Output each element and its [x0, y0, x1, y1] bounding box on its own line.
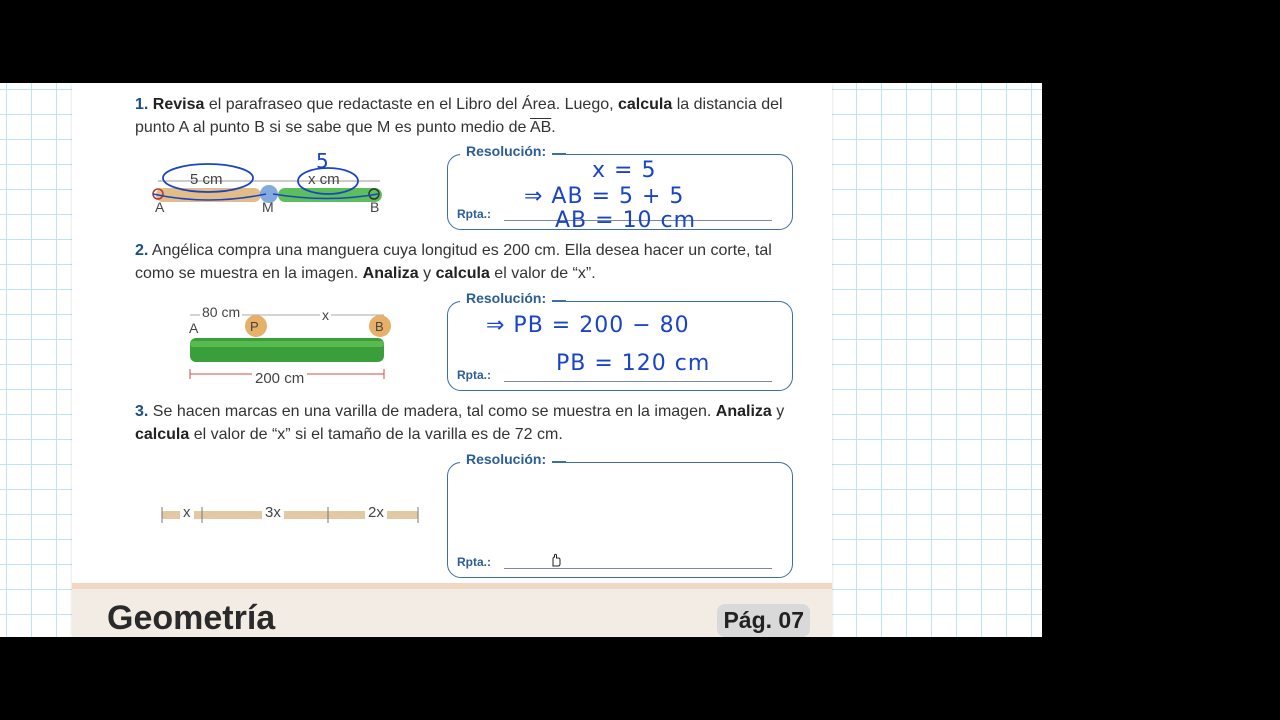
rod-segment-3x: 3x: [262, 504, 284, 521]
resolution-title: Resolución:: [460, 290, 552, 306]
handwritten-line: ⇒ PB = 200 − 80: [486, 313, 690, 338]
question-number: 2.: [135, 242, 149, 259]
point-p-label: P: [250, 319, 259, 334]
question-text: Se hacen marcas en una varilla de madera, tal como se muestra en la imagen.: [152, 403, 716, 420]
handwritten-line: ⇒ AB = 5 + 5: [524, 184, 685, 209]
document-viewport: [0, 83, 1042, 637]
point-a-label: A: [189, 320, 199, 336]
workbook-page: [72, 83, 832, 637]
question-text: el parafraseo que redactaste en el Libro del Área. Luego,: [204, 96, 618, 113]
rod-segment-2x: 2x: [365, 504, 387, 521]
answer-label: Rpta.:: [457, 207, 491, 221]
question-2: [135, 239, 795, 285]
total-length-label: 200 cm: [252, 370, 307, 387]
handwritten-line: x = 5: [592, 158, 657, 183]
question-number: 3.: [135, 403, 149, 420]
length-x-label: x: [322, 307, 329, 323]
subject-title: Geometría: [107, 599, 276, 637]
answer-label: Rpta.:: [457, 368, 491, 382]
segment-label: $\overline{AB}$: [529, 119, 552, 136]
question-text: .: [551, 119, 556, 136]
segment-am-label: 5 cm: [190, 171, 223, 188]
bold-verb: calcula: [135, 426, 190, 443]
answer-label: Rpta.:: [457, 555, 491, 569]
question-text: el valor de “x” si el tamaño de la varilla es de 72 cm.: [189, 426, 563, 443]
question-text: Angélica compra una manguera cuya longitud es 200 cm. Ella desea hacer un corte, tal como se muestra en la imagen.: [135, 242, 772, 282]
page-number-badge: Pág. 07: [717, 604, 810, 637]
bold-verb: calcula: [618, 96, 673, 113]
segment-mb-label: x cm: [308, 171, 340, 188]
point-b-label: B: [370, 199, 380, 215]
handwritten-line: AB = 10 cm: [555, 208, 697, 233]
length-80-label: 80 cm: [202, 304, 241, 320]
hand-cursor-icon: [549, 553, 563, 567]
question-number: 1.: [135, 96, 149, 113]
question-text: y: [771, 403, 785, 420]
resolution-title: Resolución:: [460, 143, 552, 159]
question-text: el valor de “x”.: [489, 265, 596, 282]
question-1: [135, 93, 795, 139]
bold-verb: calcula: [435, 265, 490, 282]
handwritten-five: 5: [316, 149, 330, 173]
handwritten-line: PB = 120 cm: [556, 351, 711, 376]
q3-resolution-box[interactable]: [447, 451, 793, 578]
rod-segment-x: x: [180, 504, 194, 521]
question-text: y: [418, 265, 436, 282]
answer-line: [504, 381, 772, 382]
bold-verb: Analiza: [362, 265, 419, 282]
bold-verb: Analiza: [715, 403, 772, 420]
question-3: [135, 400, 795, 446]
point-m-label: M: [262, 199, 274, 215]
point-b-label: B: [375, 319, 384, 334]
point-a-label: A: [155, 199, 165, 215]
resolution-title: Resolución:: [460, 451, 552, 467]
answer-line: [504, 568, 772, 569]
question-text: la distancia del punto A al punto B si se sabe que M es punto medio de: [135, 96, 783, 136]
page-footer: [72, 583, 832, 637]
bold-verb: Revisa: [152, 96, 205, 113]
